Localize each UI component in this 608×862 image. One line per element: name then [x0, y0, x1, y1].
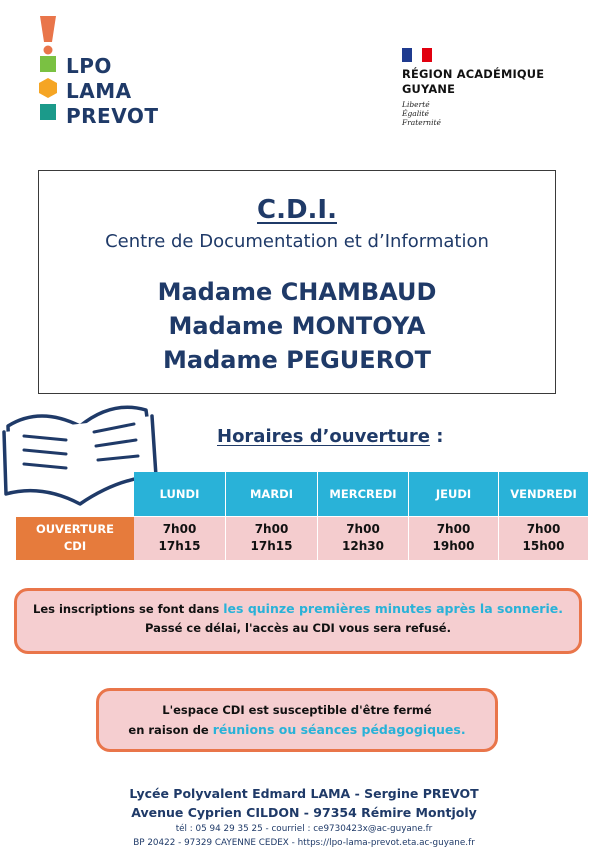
academic-region-block — [402, 48, 572, 128]
day-header-mercredi: MERCREDI — [318, 472, 409, 516]
hours-cell-mercredi — [318, 516, 409, 560]
day-header-lundi: LUNDI — [134, 472, 226, 516]
hours-cell-jeudi — [409, 516, 499, 560]
footer-postal: BP 20422 - 97329 CAYENNE CEDEX - https://lpo-lama-prevot.eta.ac-guyane.fr — [133, 838, 475, 848]
close-time: 17h15 — [158, 539, 201, 553]
day-header-vendredi: VENDREDI — [499, 472, 588, 516]
row-label-line2: CDI — [63, 539, 87, 553]
open-time: 7h00 — [254, 522, 289, 536]
logo-shapes-icon — [34, 12, 64, 132]
region-title — [402, 67, 544, 97]
logo-line-prevot: PREVOT — [66, 104, 159, 128]
title-box — [38, 170, 556, 394]
registration-notice — [14, 588, 582, 654]
day-header-jeudi: JEUDI — [409, 472, 499, 516]
hours-cell-vendredi — [499, 516, 588, 560]
hours-heading-text: Horaires d’ouverture — [217, 426, 430, 447]
notice-line — [17, 599, 579, 619]
close-time: 17h15 — [250, 539, 293, 553]
staff-name: Madame MONTOYA — [168, 312, 426, 340]
school-logo — [34, 12, 174, 132]
logo-line-lama: LAMA — [66, 79, 132, 103]
staff-name: Madame PEGUEROT — [163, 346, 431, 374]
french-flag-icon — [402, 48, 432, 62]
logo-line-lpo: LPO — [66, 54, 112, 78]
notice-line: L'espace CDI est susceptible d'être fermé — [162, 703, 432, 717]
hours-cell-mardi — [226, 516, 318, 560]
notice-line — [99, 720, 495, 740]
staff-name: Madame CHAMBAUD — [157, 278, 437, 306]
close-time: 15h00 — [522, 539, 565, 553]
region-title-line2: GUYANE — [402, 82, 456, 96]
page-subtitle: Centre de Documentation et d’Information — [105, 231, 489, 252]
open-time: 7h00 — [346, 522, 380, 536]
hours-heading-colon: : — [429, 426, 444, 447]
footer-address: Avenue Cyprien CILDON - 97354 Rémire Montjoly — [131, 805, 477, 820]
footer — [0, 784, 608, 850]
hours-cell-lundi — [134, 516, 226, 560]
notice-text: Les inscriptions se font dans — [33, 602, 224, 616]
close-time: 19h00 — [432, 539, 475, 553]
motto-fraternite: Fraternité — [402, 118, 441, 127]
region-title-line1: RÉGION ACADÉMIQUE — [402, 67, 545, 81]
motto-egalite: Égalité — [402, 109, 429, 118]
day-header-mardi: MARDI — [226, 472, 318, 516]
open-time: 7h00 — [526, 522, 561, 536]
footer-contact: tél : 05 94 29 35 25 - courriel : ce9730423x@ac-guyane.fr — [175, 824, 433, 834]
notice-line: Passé ce délai, l'accès au CDI vous sera refusé. — [145, 621, 451, 635]
closure-notice — [96, 688, 498, 752]
footer-school-name: Lycée Polyvalent Edmard LAMA - Sergine PREVOT — [129, 786, 479, 801]
row-label-line1: OUVERTURE — [35, 522, 115, 536]
close-time: 12h30 — [342, 539, 384, 553]
page-title: C.D.I. — [257, 195, 337, 225]
open-time: 7h00 — [436, 522, 471, 536]
row-label-ouverture — [16, 516, 134, 560]
hours-table — [16, 472, 588, 560]
notice-text: en raison de — [128, 723, 213, 737]
notice-highlight: les quinze premières minutes après la sonnerie. — [223, 601, 563, 616]
hours-heading — [217, 426, 443, 447]
open-time: 7h00 — [162, 522, 197, 536]
motto-liberte: Liberté — [402, 100, 430, 109]
notice-highlight: réunions ou séances pédagogiques. — [212, 722, 466, 737]
